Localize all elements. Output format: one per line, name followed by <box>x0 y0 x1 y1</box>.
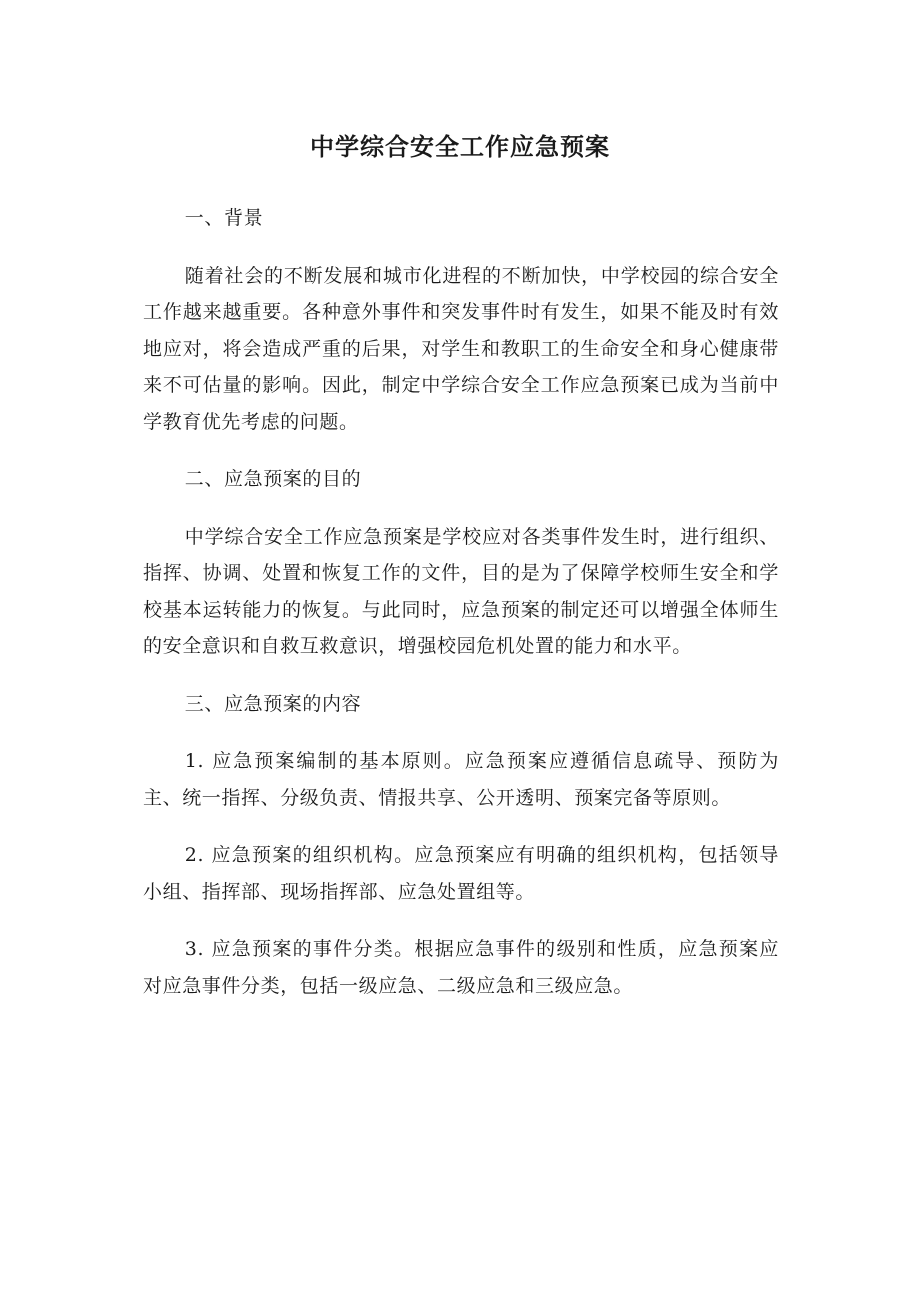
paragraph-background: 随着社会的不断发展和城市化进程的不断加快，中学校园的综合安全工作越来越重要。各种意外事件和突发事件时有发生，如果不能及时有效地应对，将会造成严重的后果，对学生和教职工的生命安全和身心健康带来不可估量的影响。因此，制定中学综合安全工作应急预案已成为当前中学教育优先考虑的问题。 <box>143 264 779 433</box>
document-title: 中学综合安全工作应急预案 <box>310 133 610 161</box>
paragraph-purpose: 中学综合安全工作应急预案是学校应对各类事件发生时，进行组织、指挥、协调、处置和恢复工作的文件，目的是为了保障学校师生安全和学校基本运转能力的恢复。与此同时，应急预案的制定还可以增强全体师生的安全意识和自救互救意识，增强校园危机处置的能力和水平。 <box>143 525 779 657</box>
paragraph-principles: 1. 应急预案编制的基本原则。应急预案应遵循信息疏导、预防为主、统一指挥、分级负责、情报共享、公开透明、预案完备等原则。 <box>143 750 779 809</box>
section-heading-content: 三、应急预案的内容 <box>184 692 362 715</box>
section-heading-background: 一、背景 <box>184 207 264 229</box>
paragraph-organization: 2. 应急预案的组织机构。应急预案应有明确的组织机构，包括领导小组、指挥部、现场指挥部、应急处置组等。 <box>143 844 779 903</box>
document-body <box>143 200 779 1025</box>
paragraph-classification: 3. 应急预案的事件分类。根据应急事件的级别和性质，应急预案应对应急事件分类，包括一级应急、二级应急和三级应急。 <box>143 938 779 997</box>
section-heading-purpose: 二、应急预案的目的 <box>184 468 362 490</box>
